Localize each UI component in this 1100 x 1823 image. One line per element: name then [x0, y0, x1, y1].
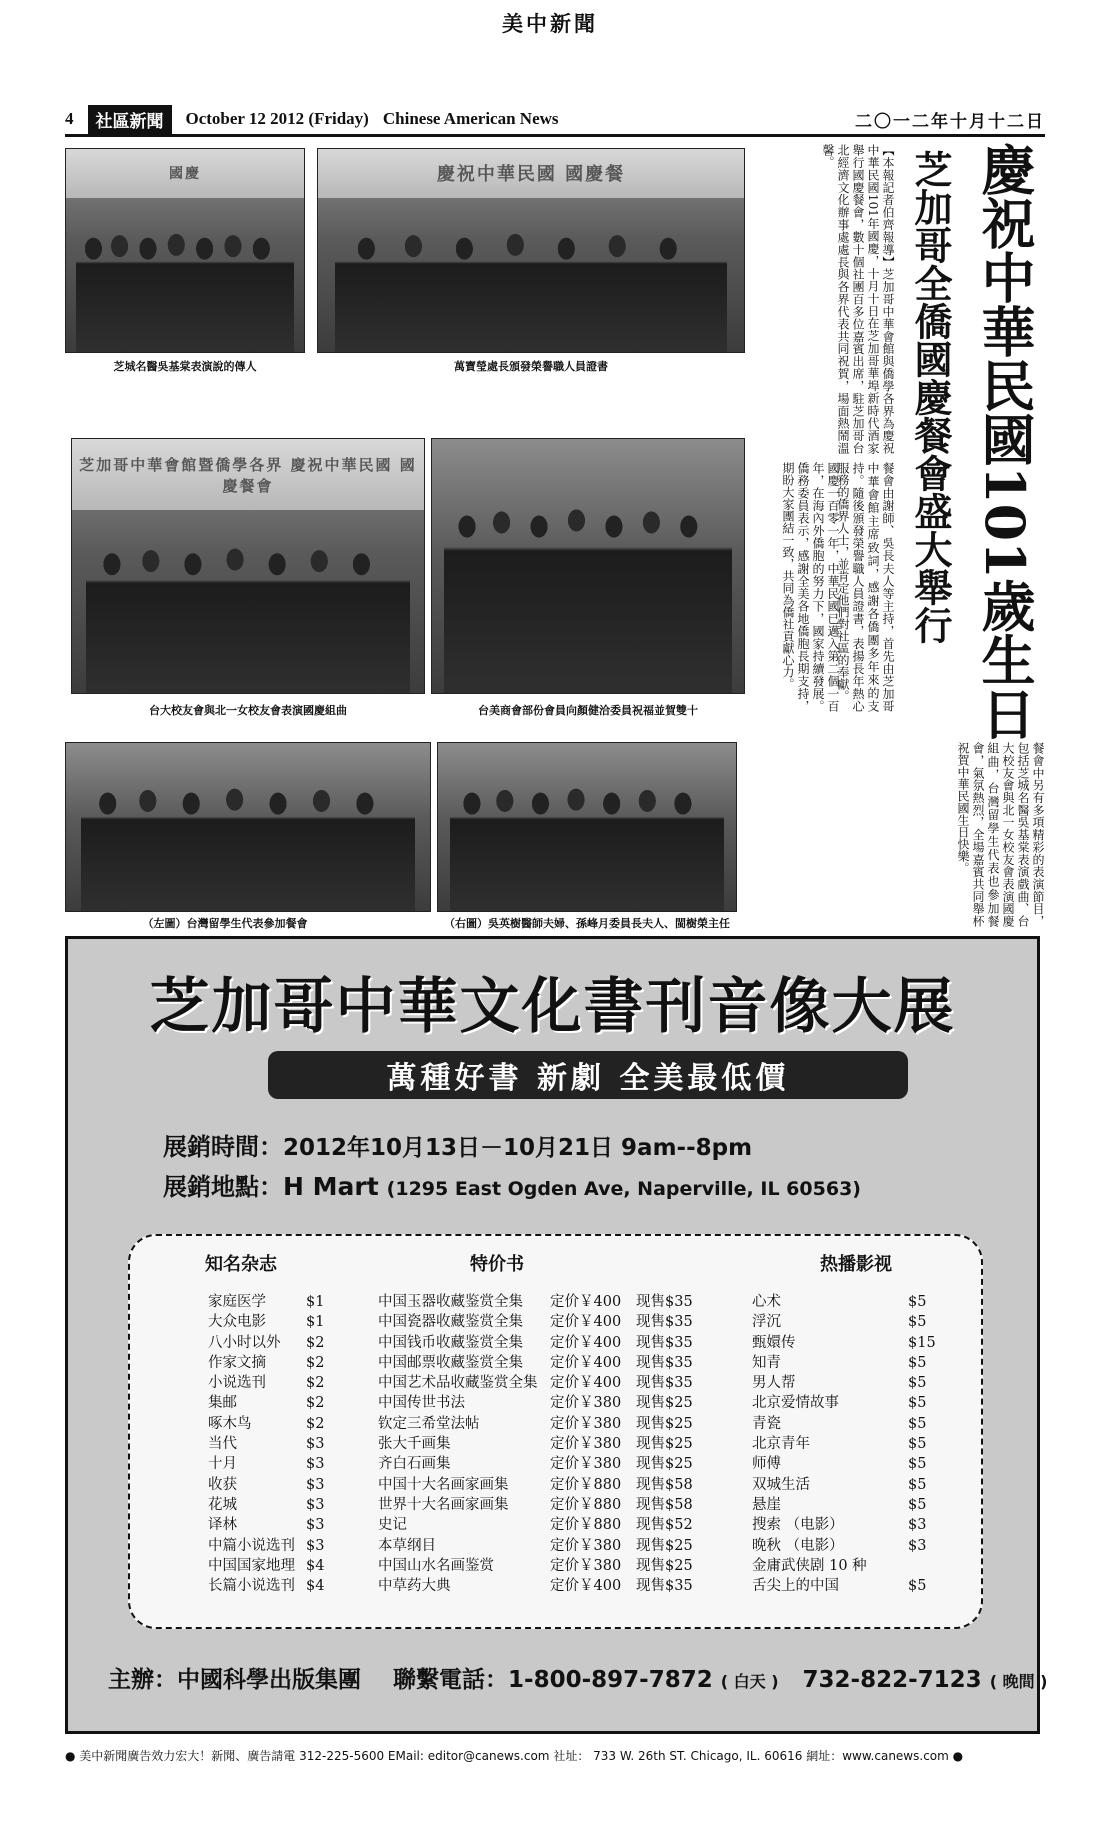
list-item	[378, 1536, 748, 1556]
book-sale-price: 现售$35	[636, 1375, 693, 1392]
phone-night-note: ( 晚間 )	[989, 1672, 1048, 1691]
book-sale-price: 现售$25	[636, 1436, 693, 1453]
book-name: 钦定三希堂法帖	[378, 1415, 480, 1432]
list-item	[752, 1292, 957, 1312]
list-item	[378, 1333, 748, 1353]
magazine-name: 集邮	[208, 1395, 237, 1412]
book-list-price: 定价￥380	[550, 1557, 622, 1574]
video-name: 北京青年	[752, 1436, 810, 1453]
video-name: 舌尖上的中国	[752, 1578, 839, 1595]
list-item	[752, 1312, 957, 1332]
magazine-name: 译林	[208, 1517, 237, 1534]
list-item	[752, 1333, 957, 1353]
photo-figures	[335, 226, 727, 352]
headline-sub: 芝加哥全僑國慶餐會盛大舉行	[908, 150, 953, 644]
book-sale-price: 现售$35	[636, 1334, 693, 1351]
article-body-column: 餐會中另有多項精彩的表演節目，包括芝城名醫吳基棠表演戲曲、台大校友會與北一女校友會表演國慶組曲，台灣留學生代表也參加餐會，氣氛熱烈，全場嘉賓共同舉杯祝賀中華民國生日快樂。	[956, 742, 1045, 927]
book-name: 中国传世书法	[378, 1395, 465, 1412]
catalog-box	[128, 1234, 983, 1629]
video-price: $5	[908, 1354, 927, 1371]
list-item	[378, 1373, 748, 1393]
list-item	[752, 1576, 957, 1596]
list-item	[378, 1576, 748, 1596]
magazine-price: $4	[306, 1557, 325, 1574]
book-name: 中国钱币收藏鉴赏全集	[378, 1334, 523, 1351]
magazine-name: 大众电影	[208, 1314, 266, 1331]
book-list-price: 定价￥400	[550, 1334, 622, 1351]
video-price: $5	[908, 1476, 927, 1493]
list-item	[752, 1434, 957, 1454]
magazine-price: $1	[306, 1294, 325, 1310]
book-sale-price: 现售$25	[636, 1395, 693, 1412]
list-item	[208, 1312, 368, 1332]
list-item	[752, 1556, 957, 1576]
date-chinese: 二〇一二年十月十二日	[855, 111, 1045, 131]
magazine-name: 花城	[208, 1496, 237, 1513]
magazine-name: 八小时以外	[208, 1334, 281, 1351]
list-item	[378, 1556, 748, 1576]
video-price: $5	[908, 1496, 927, 1513]
video-name: 双城生活	[752, 1476, 810, 1493]
list-item	[752, 1454, 957, 1474]
book-name: 中国玉器收藏鉴赏全集	[378, 1294, 523, 1310]
book-list-price: 定价￥380	[550, 1456, 622, 1473]
ad-title: 芝加哥中華文化書刊音像大展	[149, 972, 956, 1042]
date-english: October 12 2012 (Friday)	[185, 109, 369, 128]
list-item	[378, 1414, 748, 1434]
headline-main: 慶祝中華民國101歲生日	[973, 142, 1037, 741]
magazine-name: 十月	[208, 1456, 237, 1473]
book-list-price: 定价￥400	[550, 1314, 622, 1331]
article	[65, 142, 1045, 930]
photo-certificates	[317, 148, 745, 353]
magazine-price: $2	[306, 1334, 325, 1351]
video-name: 悬崖	[752, 1496, 781, 1513]
video-price: $5	[908, 1375, 927, 1392]
list-item	[752, 1353, 957, 1373]
phone-day: 1-800-897-7872	[508, 1667, 713, 1693]
photo-alumni-performance	[71, 438, 425, 694]
book-list-price: 定价￥880	[550, 1476, 622, 1493]
photo-caption: （右圖）吳英樹醫師夫婦、孫峰月委員長夫人、閩樹榮主任	[444, 917, 730, 930]
venue-label: 展銷地點：	[163, 1173, 283, 1201]
photo-figures	[81, 780, 416, 911]
video-name: 男人帮	[752, 1375, 796, 1392]
book-list-price: 定价￥380	[550, 1537, 622, 1554]
book-sale-price: 现售$25	[636, 1537, 693, 1554]
list-item	[208, 1495, 368, 1515]
magazine-price: $3	[306, 1537, 325, 1554]
book-list-price: 定价￥880	[550, 1496, 622, 1513]
book-name: 史记	[378, 1517, 407, 1534]
books-heading: 特价书	[470, 1254, 524, 1275]
book-name: 本草纲目	[378, 1537, 436, 1554]
list-item	[378, 1434, 748, 1454]
masthead: 美中新聞	[502, 11, 598, 36]
footer-text: ● 美中新聞廣告效力宏大！新聞、廣告請電 312-225-5600 EMail: editor@canews.com 社址： 733 W. 26th ST. Chicago, IL. 60616 網址：www.canews.com ●	[65, 1748, 964, 1763]
photo-caption: 芝城名醫吳基棠表演說的傳人	[113, 360, 257, 373]
list-item	[752, 1536, 957, 1556]
magazine-name: 啄木鸟	[208, 1415, 252, 1432]
list-item	[208, 1292, 368, 1312]
video-price: $15	[908, 1334, 936, 1351]
list-item	[208, 1475, 368, 1495]
magazine-price: $2	[306, 1375, 325, 1392]
list-item	[752, 1393, 957, 1413]
section-badge: 社區新聞	[88, 105, 172, 134]
organizer: 中國科學出版集團	[177, 1667, 361, 1693]
photo-performer	[65, 148, 305, 353]
paper-name-english: Chinese American News	[382, 109, 559, 128]
ad-dates	[163, 1127, 1023, 1162]
list-item	[378, 1312, 748, 1332]
phone-day-note: ( 白天 )	[720, 1672, 779, 1691]
video-name: 知青	[752, 1354, 781, 1371]
book-name: 中国瓷器收藏鉴赏全集	[378, 1314, 523, 1331]
video-price: $5	[908, 1456, 927, 1473]
book-name: 中国山水名画鉴赏	[378, 1557, 494, 1574]
video-name: 师傅	[752, 1456, 781, 1473]
magazine-name: 当代	[208, 1436, 237, 1453]
book-sale-price: 现售$35	[636, 1354, 693, 1371]
video-name: 北京爱情故事	[752, 1395, 839, 1412]
photo-caption: （左圖）台灣留學生代表參加餐會	[142, 917, 308, 930]
photo-banner: 國慶	[66, 149, 304, 198]
book-sale-price: 现售$58	[636, 1476, 693, 1493]
book-name: 张大千画集	[378, 1436, 451, 1453]
list-item	[752, 1495, 957, 1515]
book-list-price: 定价￥880	[550, 1517, 622, 1534]
magazine-price: $3	[306, 1436, 325, 1453]
list-item	[208, 1434, 368, 1454]
magazine-price: $3	[306, 1456, 325, 1473]
list-item	[208, 1353, 368, 1373]
magazine-price: $2	[306, 1415, 325, 1432]
photo-caption: 萬寶瑩處長頒發榮譽職人員證書	[454, 360, 608, 373]
magazine-name: 长篇小说选刊	[208, 1578, 295, 1595]
dates-value: 2012年10月13日－10月21日 9am--8pm	[283, 1135, 753, 1161]
magazine-name: 作家文摘	[208, 1354, 266, 1371]
book-list-price: 定价￥400	[550, 1375, 622, 1392]
list-item	[752, 1515, 957, 1535]
book-name: 中国艺术品收藏鉴赏全集	[378, 1375, 538, 1392]
list-item	[378, 1475, 748, 1495]
ad-venue	[163, 1167, 1023, 1202]
book-list	[378, 1292, 748, 1596]
list-item	[752, 1475, 957, 1495]
book-name: 中国邮票收藏鉴赏全集	[378, 1354, 523, 1371]
book-list-price: 定价￥380	[550, 1436, 622, 1453]
photo-banner: 芝加哥中華會館暨僑學各界 慶祝中華民國 國慶餐會	[72, 439, 424, 510]
magazine-name: 中国国家地理	[208, 1557, 295, 1574]
video-price: $5	[908, 1314, 927, 1331]
book-list-price: 定价￥380	[550, 1415, 622, 1432]
list-item	[752, 1373, 957, 1393]
list-item	[208, 1556, 368, 1576]
video-price: $5	[908, 1294, 927, 1310]
book-sale-price: 现售$25	[636, 1456, 693, 1473]
magazine-price: $1	[306, 1314, 325, 1331]
article-body-column: 餐會由謝師、吳長夫人等主持，首先由芝加哥中華會館主席致詞，感謝各僑團多年來的支持。隨後頒發榮譽職人員證書，表揚長年熱心服務的僑界人士，並肯定他們對社區的奉獻。	[836, 462, 895, 712]
photo-guests	[437, 742, 737, 912]
photo-caption: 台大校友會與北一女校友會表演國慶組曲	[149, 704, 347, 717]
magazines-heading: 知名杂志	[205, 1254, 277, 1275]
magazine-name: 中篇小说选刊	[208, 1537, 295, 1554]
footer-strip	[65, 1744, 1040, 1766]
list-item	[208, 1393, 368, 1413]
photo-banquet-table	[431, 438, 745, 694]
ad-contact	[108, 1661, 1048, 1694]
list-item	[208, 1454, 368, 1474]
videos-heading: 热播影视	[820, 1254, 892, 1275]
book-list-price: 定价￥380	[550, 1395, 622, 1412]
photo-students	[65, 742, 431, 912]
photo-figures	[444, 490, 731, 693]
magazine-name: 收获	[208, 1476, 237, 1493]
article-body-column: 【本報記者伯齊報導】芝加哥中華會館與僑學各界為慶祝中華民國101年國慶，十月十日在芝加哥華埠新時代酒家舉行國慶餐會，數十個社團百多位嘉賓出席，駐芝加哥台北經濟文化辦事處處長與各界代表共同祝賀，場面熱鬧溫馨。	[821, 144, 895, 454]
book-name: 中国十大名画家画集	[378, 1476, 509, 1493]
list-item	[208, 1576, 368, 1596]
magazine-price: $2	[306, 1395, 325, 1412]
page-header	[65, 104, 1045, 134]
list-item	[378, 1515, 748, 1535]
video-name: 心术	[752, 1294, 781, 1310]
book-list-price: 定价￥400	[550, 1578, 622, 1595]
magazine-list	[208, 1292, 368, 1596]
dates-label: 展銷時間：	[163, 1133, 283, 1161]
book-sale-price: 现售$25	[636, 1415, 693, 1432]
venue-address: (1295 East Ogden Ave, Naperville, IL 60563)	[386, 1178, 861, 1200]
list-item	[208, 1515, 368, 1535]
list-item	[378, 1292, 748, 1312]
book-sale-price: 现售$35	[636, 1578, 693, 1595]
magazine-price: $3	[306, 1517, 325, 1534]
book-list-price: 定价￥400	[550, 1294, 622, 1310]
book-sale-price: 现售$52	[636, 1517, 693, 1534]
video-price: $3	[908, 1537, 927, 1554]
photo-caption: 台美商會部份會員向顏健洽委員祝福並賀雙十	[478, 704, 698, 717]
magazine-price: $2	[306, 1354, 325, 1371]
list-item	[378, 1393, 748, 1413]
book-sale-price: 现售$58	[636, 1496, 693, 1513]
photo-figures	[76, 226, 295, 352]
book-sale-price: 现售$35	[636, 1294, 693, 1310]
list-item	[208, 1536, 368, 1556]
video-price: $3	[908, 1517, 927, 1534]
book-name: 齐白石画集	[378, 1456, 451, 1473]
magazine-price: $3	[306, 1476, 325, 1493]
magazine-name: 小说选刊	[208, 1375, 266, 1392]
header-rule	[65, 134, 1045, 137]
video-price: $5	[908, 1436, 927, 1453]
video-price: $5	[908, 1415, 927, 1432]
book-sale-price: 现售$35	[636, 1314, 693, 1331]
list-item	[378, 1495, 748, 1515]
magazine-price: $4	[306, 1578, 325, 1595]
organizer-label: 主辦：	[108, 1667, 177, 1693]
photo-figures	[450, 780, 724, 911]
video-name: 金庸武侠剧 10 种	[752, 1557, 867, 1574]
book-list-price: 定价￥400	[550, 1354, 622, 1371]
book-fair-ad	[65, 936, 1048, 1734]
photo-figures	[86, 536, 410, 693]
video-name: 甄嬛传	[752, 1334, 796, 1351]
video-name: 晚秋 （电影）	[752, 1537, 844, 1554]
video-name: 搜索 （电影）	[752, 1517, 844, 1534]
magazine-price: $3	[306, 1496, 325, 1513]
book-sale-price: 现售$25	[636, 1557, 693, 1574]
list-item	[378, 1353, 748, 1373]
article-body-column: 國慶一百零一年，中華民國已邁入第二個一百年，在海內外僑胞的努力下，國家持續發展。僑務委員表示，感謝全美各地僑胞長期支持，期盼大家團結一致，共同為僑社貢獻心力。	[781, 462, 840, 712]
photo-banner: 慶祝中華民國 國慶餐	[318, 149, 744, 198]
video-list	[752, 1292, 957, 1596]
contact-label: 聯繫電話：	[393, 1667, 509, 1693]
book-name: 中草药大典	[378, 1578, 451, 1595]
book-name: 世界十大名画家画集	[378, 1496, 509, 1513]
page-number: 4	[65, 109, 74, 128]
list-item	[378, 1454, 748, 1474]
venue-name: H Mart	[283, 1172, 379, 1201]
list-item	[208, 1373, 368, 1393]
video-price: $5	[908, 1578, 927, 1595]
list-item	[208, 1414, 368, 1434]
magazine-name: 家庭医学	[208, 1294, 266, 1310]
phone-night: 732-822-7123	[802, 1667, 982, 1693]
ad-slogan: 萬種好書 新劇 全美最低價	[268, 1051, 908, 1099]
video-name: 青瓷	[752, 1415, 781, 1432]
video-name: 浮沉	[752, 1314, 781, 1331]
list-item	[208, 1333, 368, 1353]
video-price: $5	[908, 1395, 927, 1412]
list-item	[752, 1414, 957, 1434]
